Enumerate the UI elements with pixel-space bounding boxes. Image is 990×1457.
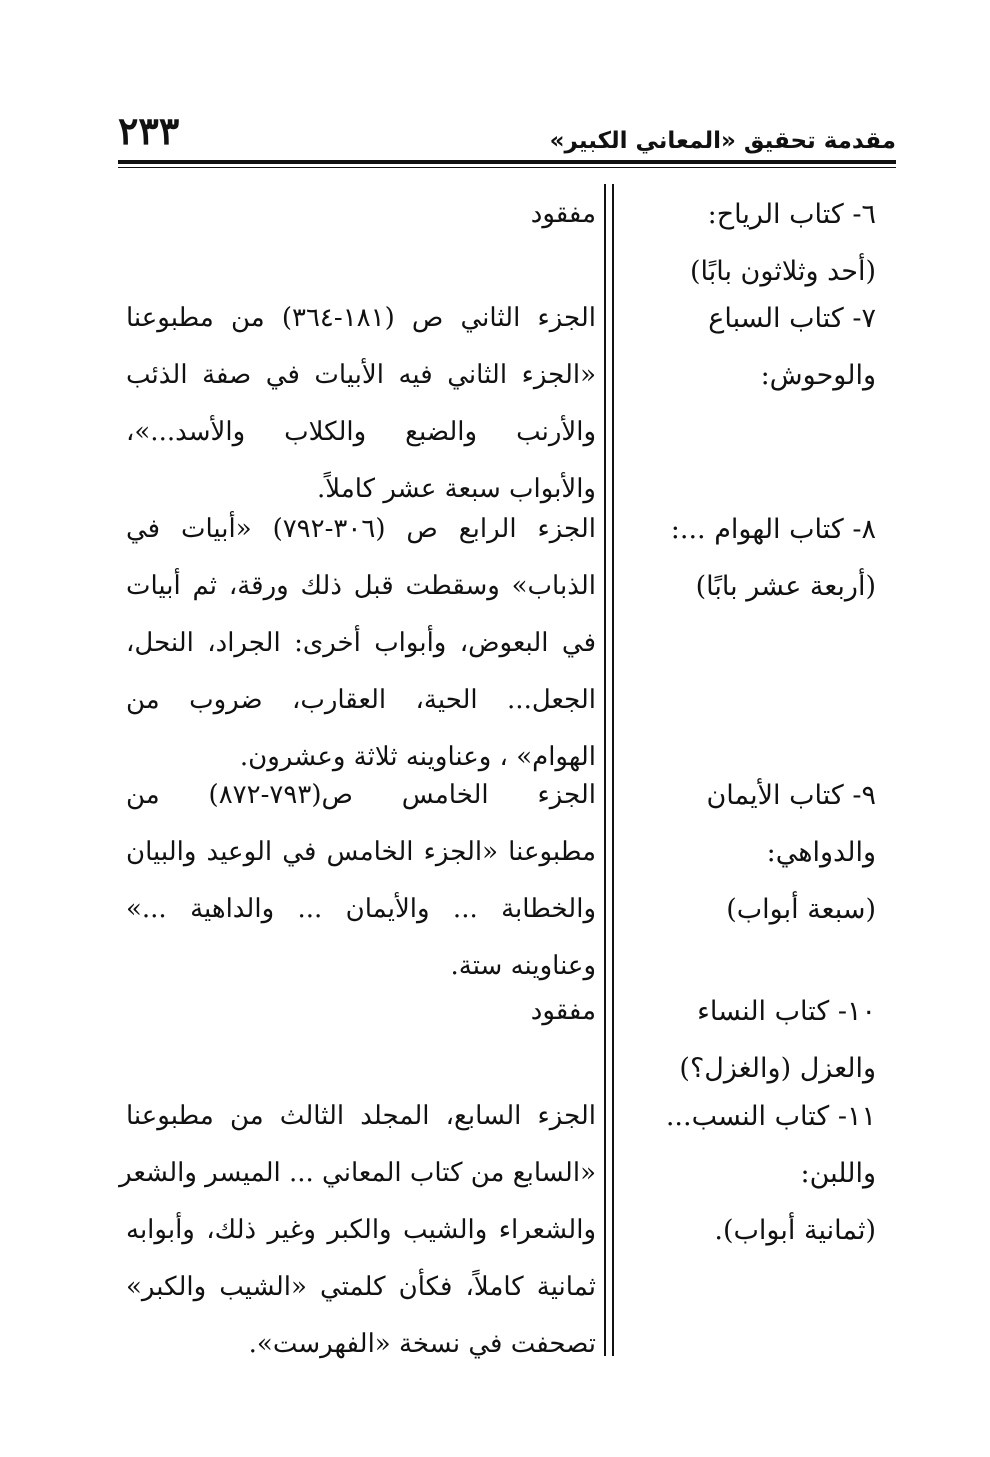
description-line: «السابع من كتاب المعاني ... الميسر والشعر	[119, 1158, 596, 1188]
chapter-title-cell	[626, 1088, 876, 1259]
description-line: مفقود	[530, 996, 596, 1026]
description-line: مفقود	[530, 199, 596, 229]
description-line: والأرنب والضبع والكلاب والأسد...»،	[126, 417, 596, 447]
page-header	[118, 108, 896, 160]
column-divider	[604, 184, 606, 1356]
header-rule-thin	[118, 167, 896, 168]
chapter-title-line: والدواهي:	[766, 837, 876, 868]
chapter-title-line: ١٠- كتاب النساء	[697, 996, 876, 1027]
chapter-description-cell	[126, 501, 596, 786]
chapter-description-cell	[126, 983, 596, 1040]
description-line: مطبوعنا «الجزء الخامس في الوعيد والبيان	[126, 837, 596, 867]
description-line: الجزء الرابع ص (٣٠٦-٧٩٢) «أبيات في	[126, 514, 596, 544]
description-line: الجزء الخامس ص(٧٩٣-٨٧٢) من	[126, 780, 596, 810]
chapter-title-line: ٦- كتاب الرياح:	[707, 199, 876, 230]
description-line: والشعراء والشيب والكبر وغير ذلك، وأبوابه	[126, 1215, 596, 1245]
chapter-title-cell	[626, 501, 876, 615]
chapter-title-cell	[626, 983, 876, 1097]
description-line: الجزء الثاني ص (١٨١-٣٦٤) من مطبوعنا	[126, 303, 596, 333]
chapter-title-line: ٨- كتاب الهوام ...:	[670, 514, 876, 545]
column-divider	[612, 184, 614, 1356]
chapter-title-line: واللبن:	[800, 1158, 876, 1189]
description-line: «الجزء الثاني فيه الأبيات في صفة الذئب	[126, 360, 596, 390]
description-line: الذباب» وسقطت قبل ذلك ورقة، ثم أبيات	[126, 571, 596, 601]
description-line: والخطابة ... والأيمان ... والداهية ...»	[126, 894, 596, 924]
chapter-description-cell	[126, 186, 596, 243]
chapter-title-line: (سبعة أبواب)	[726, 894, 876, 925]
description-line: الجعل... الحية، العقارب، ضروب من	[126, 685, 596, 715]
chapter-title-cell	[626, 290, 876, 404]
description-line: والأبواب سبعة عشر كاملاً.	[317, 474, 596, 504]
header-rule-thick	[118, 160, 896, 164]
chapter-title-line: (ثمانية أبواب).	[714, 1215, 876, 1246]
description-line: في البعوض، وأبواب أخرى: الجراد، النحل،	[126, 628, 596, 658]
chapter-title-line: (أحد وثلاثون بابًا)	[689, 256, 876, 287]
chapter-title-cell	[626, 767, 876, 938]
chapter-description-cell	[126, 767, 596, 995]
chapter-title-cell	[626, 186, 876, 300]
description-line: تصحفت في نسخة «الفهرست».	[248, 1329, 596, 1359]
chapter-title-line: ٧- كتاب السباع	[708, 303, 876, 334]
description-line: وعناوينه ستة.	[450, 951, 596, 981]
chapter-description-cell	[119, 1088, 596, 1373]
chapter-title-line: ١١- كتاب النسب...	[665, 1101, 876, 1132]
running-title: مقدمة تحقيق «المعاني الكبير»	[549, 128, 896, 154]
chapter-title-line: والوحوش:	[760, 360, 876, 391]
page-number: ٢٣٣	[118, 108, 180, 153]
description-line: الهوام» ، وعناوينه ثلاثة وعشرون.	[239, 742, 596, 772]
chapter-title-line: ٩- كتاب الأيمان	[706, 780, 876, 811]
chapter-description-cell	[126, 290, 596, 518]
chapter-title-line: (أربعة عشر بابًا)	[695, 571, 876, 602]
description-line: الجزء السابع، المجلد الثالث من مطبوعنا	[126, 1101, 596, 1131]
description-line: ثمانية كاملاً، فكأن كلمتي «الشيب والكبر»	[126, 1272, 596, 1302]
chapter-title-line: والعزل (والغزل؟)	[679, 1053, 876, 1084]
